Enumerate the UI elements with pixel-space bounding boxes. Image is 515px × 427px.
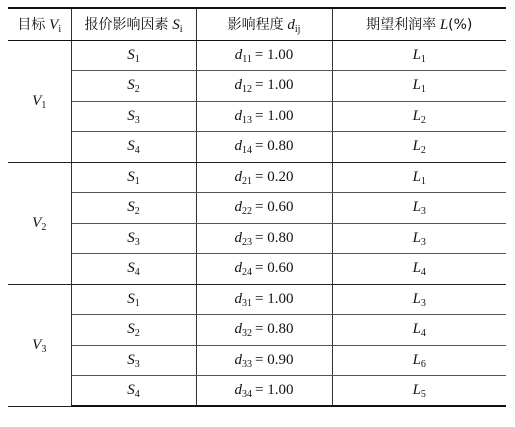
factor-cell: $S_4$: [71, 376, 196, 407]
profit-rate-cell: $L_1$: [332, 162, 506, 193]
factor-cell: $S_2$: [71, 193, 196, 224]
profit-rate-cell: $L_1$: [332, 40, 506, 71]
degree-cell: $d_{13} = 1.00$: [196, 101, 332, 132]
quotation-factors-table: [8, 7, 506, 407]
factor-cell: $S_3$: [71, 345, 196, 376]
table-row: [8, 193, 506, 224]
profit-rate-cell: $L_6$: [332, 345, 506, 376]
table-row: [8, 315, 506, 346]
degree-cell: $d_{21} = 0.20$: [196, 162, 332, 193]
degree-cell: $d_{14} = 0.80$: [196, 132, 332, 163]
profit-rate-cell: $L_2$: [332, 132, 506, 163]
table-row: [8, 376, 506, 407]
table-row: [8, 284, 506, 315]
profit-rate-cell: $L_4$: [332, 254, 506, 285]
table-row: [8, 101, 506, 132]
target-cell: $V_3$: [8, 284, 71, 406]
degree-cell: $d_{34} = 1.00$: [196, 376, 332, 407]
table-header: [8, 8, 506, 40]
profit-rate-cell: $L_5$: [332, 376, 506, 407]
table-row: [8, 132, 506, 163]
degree-cell: $d_{32} = 0.80$: [196, 315, 332, 346]
header-factor: 报价影响因素 $S_i$: [71, 8, 196, 40]
table-row: [8, 223, 506, 254]
header-target: 目标 $V_i$: [8, 8, 71, 40]
profit-rate-cell: $L_3$: [332, 223, 506, 254]
table-row: [8, 254, 506, 285]
profit-rate-cell: $L_2$: [332, 101, 506, 132]
factor-cell: $S_3$: [71, 101, 196, 132]
header-row: [8, 8, 506, 40]
profit-rate-cell: $L_4$: [332, 315, 506, 346]
profit-rate-cell: $L_3$: [332, 193, 506, 224]
degree-cell: $d_{22} = 0.60$: [196, 193, 332, 224]
target-cell: $V_2$: [8, 162, 71, 284]
table-row: [8, 162, 506, 193]
degree-cell: $d_{11} = 1.00$: [196, 40, 332, 71]
factor-cell: $S_2$: [71, 315, 196, 346]
factor-cell: $S_1$: [71, 162, 196, 193]
header-degree: 影响程度 $d_{ij}$: [196, 8, 332, 40]
table-row: [8, 345, 506, 376]
table-row: [8, 71, 506, 102]
table-row: [8, 40, 506, 71]
degree-cell: $d_{12} = 1.00$: [196, 71, 332, 102]
factor-cell: $S_1$: [71, 284, 196, 315]
degree-cell: $d_{33} = 0.90$: [196, 345, 332, 376]
degree-cell: $d_{23} = 0.80$: [196, 223, 332, 254]
profit-rate-cell: $L_1$: [332, 71, 506, 102]
degree-cell: $d_{24} = 0.60$: [196, 254, 332, 285]
factor-cell: $S_3$: [71, 223, 196, 254]
degree-cell: $d_{31} = 1.00$: [196, 284, 332, 315]
profit-rate-cell: $L_3$: [332, 284, 506, 315]
factor-cell: $S_4$: [71, 132, 196, 163]
header-profit-rate: 期望利润率 L(%): [332, 8, 506, 40]
factor-cell: $S_4$: [71, 254, 196, 285]
factor-cell: $S_1$: [71, 40, 196, 71]
factor-cell: $S_2$: [71, 71, 196, 102]
target-cell: $V_1$: [8, 40, 71, 162]
table-body: [8, 40, 506, 406]
